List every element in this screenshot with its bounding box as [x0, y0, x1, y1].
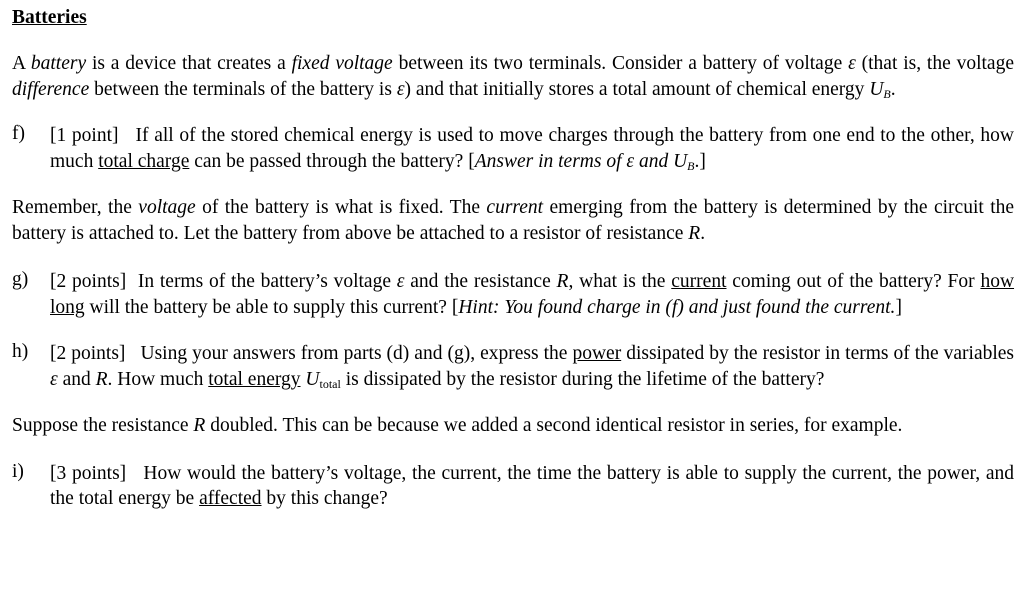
question-body: [3 points] How would the battery’s voltage, the current, the time the battery is able to supply the current, the power, and the total energy be affected by this change? [50, 463, 1014, 509]
term-battery: battery [30, 53, 87, 74]
question-f [12, 123, 1014, 175]
question-body: [1 point] If all of the stored chemical energy is used to move charges through the battery from one end to the other, how much total charge can be passed through the battery? [Answer in terms of ε and $U_B$.] [50, 125, 1015, 173]
resistance-symbol: R [556, 271, 569, 292]
emf-symbol: ε [396, 79, 405, 100]
term-current: current [671, 271, 727, 292]
term-power: power [572, 343, 622, 364]
term-affected: affected [199, 488, 262, 509]
term-current: current [486, 197, 544, 218]
emf-symbol: ε [50, 369, 58, 390]
document-page [12, 6, 1014, 511]
term-how-long: how long [50, 271, 1015, 318]
remember-paragraph: Remember, the voltage of the battery is what is fixed. The current emerging from the battery is determined by the circuit the battery is attached to. Let the battery from above be attached to a resistor of resistance R. [12, 197, 1015, 244]
total-energy-symbol: $U_{total}$ [305, 369, 341, 391]
emf-symbol: ε [848, 53, 856, 74]
question-body: [2 points] In terms of the battery’s voltage ε and the resistance R, what is the current coming out of the battery? For how long will the battery be able to supply this current? [Hint: You found charge in (f) and just found the current.] [50, 271, 1015, 318]
section-heading: Batteries [12, 7, 87, 28]
question-label: f) [12, 123, 25, 144]
points-label: [2 points] [50, 343, 126, 364]
question-label: g) [12, 269, 29, 290]
energy-symbol: $U_B$ [673, 151, 695, 173]
question-label: i) [12, 461, 24, 482]
resistance-symbol: R [193, 415, 206, 436]
question-i [12, 461, 1014, 511]
energy-symbol: $U_B$ [869, 79, 891, 101]
question-body: [2 points] Using your answers from parts (d) and (g), express the power dissipated by the resistor in terms of the variables ε and R. How much total energy $U_{total}$ is dissipated by the resistor during the lifetime of the battery? [50, 343, 1015, 391]
points-label: [2 points] [50, 271, 127, 292]
suppose-paragraph: Suppose the resistance R doubled. This can be because we added a second identical resistor in series, for example. [12, 415, 903, 436]
hint-text: Hint: You found charge in (f) and just found the current. [458, 297, 896, 318]
emf-symbol: ε [626, 151, 635, 172]
points-label: [3 points] [50, 463, 127, 484]
emf-symbol: ε [396, 271, 405, 292]
term-voltage: voltage [138, 197, 196, 218]
question-h [12, 341, 1014, 393]
term-fixed-voltage: fixed voltage [291, 53, 393, 74]
term-total-charge: total charge [98, 151, 190, 172]
question-g [12, 269, 1014, 321]
question-label: h) [12, 341, 29, 362]
intro-paragraph: A battery is a device that creates a fixed voltage between its two terminals. Consider a battery of voltage ε (that is, the voltage difference between the terminals of the battery is ε) and that initially stores a total amount of chemical energy $U_B$. [12, 53, 1014, 101]
resistance-symbol: R [688, 223, 701, 244]
points-label: [1 point] [50, 125, 119, 146]
term-total-energy: total energy [208, 369, 301, 390]
term-difference: difference [12, 79, 90, 100]
resistance-symbol: R [95, 369, 108, 390]
